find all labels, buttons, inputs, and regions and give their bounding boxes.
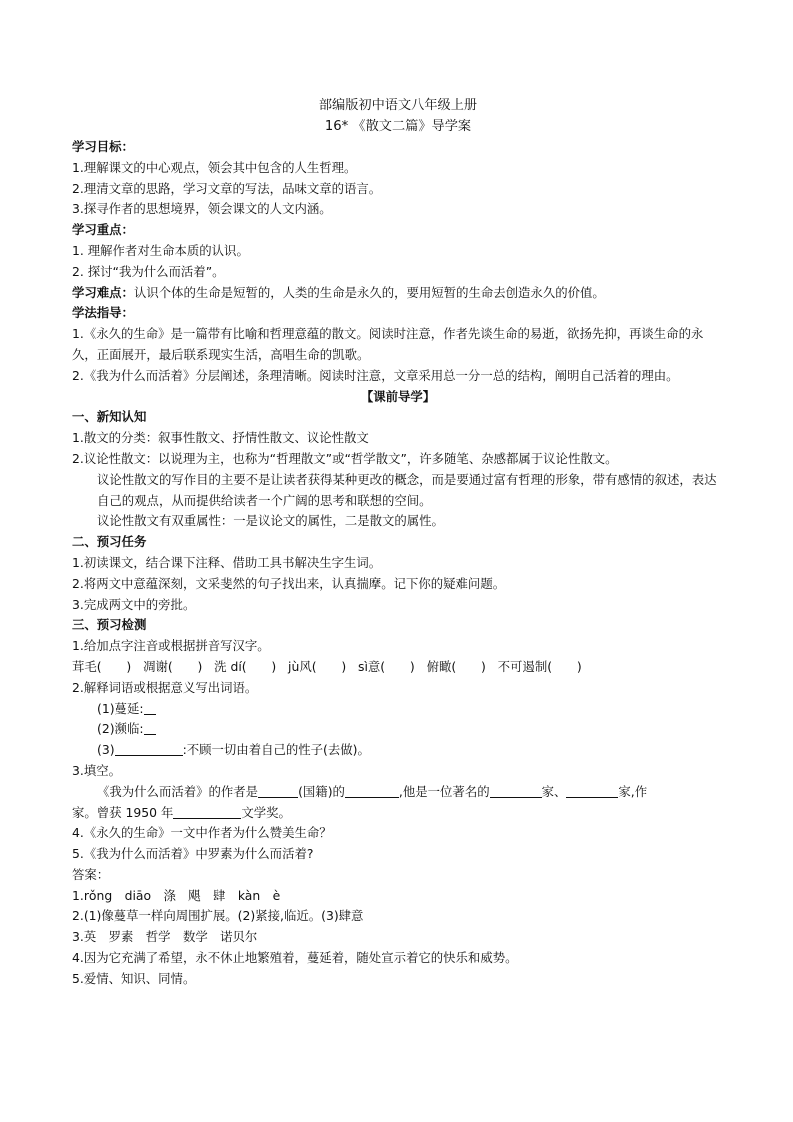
q2-text: :不顾一切由着自己的性子(去做)。 xyxy=(182,742,370,758)
q2-label: (3) xyxy=(97,742,115,758)
answer-blank[interactable] xyxy=(258,783,298,798)
q3-text: ,他是一位著名的 xyxy=(398,783,490,799)
difficulty-text: 认识个体的生命是短暂的，人类的生命是永久的，要用短暂的生命去创造永久的价值。 xyxy=(133,284,605,300)
difficulty-heading: 学习难点： xyxy=(72,284,134,300)
key-points-heading: 学习重点： xyxy=(72,222,134,238)
section3-heading: 三、预习检测 xyxy=(72,617,147,633)
answer-blank[interactable] xyxy=(115,741,183,756)
answer-blank[interactable] xyxy=(173,804,241,819)
question-2: 2.解释词语或根据意义写出词语。 xyxy=(72,679,258,695)
method-item: 1.《永久的生命》是一篇带有比喻和哲理意蕴的散文。阅读时注意，作者先谈生命的易逝，欲扬先抑，再谈生命的永久，正面展开，最后联系现实生活，高唱生命的凯歌。 xyxy=(72,326,704,362)
answer-blank[interactable] xyxy=(345,783,399,798)
doc-subtitle: 16* 《散文二篇》导学案 xyxy=(324,118,472,134)
goal-item: 2.理清文章的思路，学习文章的写法，品味文章的语言。 xyxy=(72,180,382,196)
q2-item xyxy=(72,699,724,720)
goal-item: 3.探寻作者的思想境界，领会课文的人文内涵。 xyxy=(72,201,332,217)
preview-title: 【课前导学】 xyxy=(360,388,436,404)
answers-heading: 答案： xyxy=(72,866,110,882)
q1-item: 茸毛( ) xyxy=(72,658,132,674)
doc-title: 部编版初中语文八年级上册 xyxy=(318,98,478,113)
key-point-item: 2. 探讨“我为什么而活着”。 xyxy=(72,263,225,279)
section1-paragraph: 议论性散文有双重属性：一是议论文的属性，二是散文的属性。 xyxy=(97,513,444,529)
task-item: 3.完成两文中的旁批。 xyxy=(72,596,196,612)
q3-text: (国籍)的 xyxy=(298,783,345,799)
answer-blank[interactable] xyxy=(490,783,542,798)
answer-blank[interactable] xyxy=(144,720,156,735)
method-item: 2.《我为什么而活着》分层阐述，条理清晰。阅读时注意，文章采用总一分一总的结构，阐明自己活着的理由。 xyxy=(72,367,679,383)
question-1-items xyxy=(72,657,724,678)
answer-item: 1.rǒng diāo 涤 飓 肆 kàn è xyxy=(72,887,281,903)
section1-paragraph: 议论性散文的写作目的主要不是让读者获得某种更改的概念，而是要通过富有哲理的形象，带有感情的叙述，表达自己的观点，从而提供给读者一个广阔的思考和联想的空间。 xyxy=(97,471,717,508)
question-4: 4.《永久的生命》一文中作者为什么赞美生命？ xyxy=(72,825,332,841)
section1-line: 2.议论性散文：以说理为主，也称为“哲理散文”或“哲学散文”，许多随笔、杂感都属于议论性散文。 xyxy=(72,450,618,466)
document-page xyxy=(72,96,724,990)
answer-blank[interactable] xyxy=(566,783,618,798)
section2-heading: 二、预习任务 xyxy=(72,534,147,550)
key-point-item: 1. 理解作者对生命本质的认识。 xyxy=(72,242,249,258)
q2-label: (1)蔓延: xyxy=(97,700,144,716)
section1-heading: 一、新知认知 xyxy=(72,409,147,425)
question-3: 3.填空。 xyxy=(72,762,121,778)
q1-item: 俯瞰( ) xyxy=(426,658,486,674)
answer-item: 4.因为它充满了希望，永不休止地繁殖着，蔓延着，随处宣示着它的快乐和威势。 xyxy=(72,950,518,966)
q3-text: 《我为什么而活着》的作者是 xyxy=(97,783,259,799)
difficulty-line xyxy=(72,283,724,304)
task-item: 1.初读课文，结合课下注释、借助工具书解决生字生词。 xyxy=(72,554,382,570)
q2-label: (2)濒临: xyxy=(97,721,144,737)
question-1: 1.给加点字注音或根据拼音写汉字。 xyxy=(72,638,270,654)
q2-item xyxy=(72,719,724,740)
q3-text: 家、 xyxy=(541,783,567,799)
answer-item: 5.爱情、知识、同情。 xyxy=(72,970,196,986)
q3-line xyxy=(72,782,724,803)
question-5: 5.《我为什么而活着》中罗素为什么而活着? xyxy=(72,846,314,862)
q1-item: jù风( ) xyxy=(288,658,347,674)
q3-text: 文学奖。 xyxy=(241,804,291,820)
q1-item: 洗 dí( ) xyxy=(214,658,277,674)
method-heading: 学法指导： xyxy=(72,305,134,321)
q3-text: 家,作 xyxy=(618,783,648,799)
q2-item xyxy=(72,740,724,761)
q1-item: 不可遏制( ) xyxy=(497,658,582,674)
answer-item: 3.英 罗素 哲学 数学 诺贝尔 xyxy=(72,929,258,945)
q3-line xyxy=(72,803,724,824)
answer-item: 2.(1)像蔓草一样向周围扩展。(2)紧接,临近。(3)肆意 xyxy=(72,908,364,924)
q1-item: sì意( ) xyxy=(358,658,415,674)
answer-blank[interactable] xyxy=(144,700,156,715)
goal-item: 1.理解课文的中心观点，领会其中包含的人生哲理。 xyxy=(72,159,357,175)
section1-line: 1.散文的分类：叙事性散文、抒情性散文、议论性散文 xyxy=(72,430,369,446)
q3-text: 家。曾获 1950 年 xyxy=(72,804,174,820)
task-item: 2.将两文中意蕴深刻，文采斐然的句子找出来，认真揣摩。记下你的疑难问题。 xyxy=(72,575,506,591)
goals-heading: 学习目标： xyxy=(72,139,134,154)
q1-item: 凋谢( ) xyxy=(143,658,203,674)
